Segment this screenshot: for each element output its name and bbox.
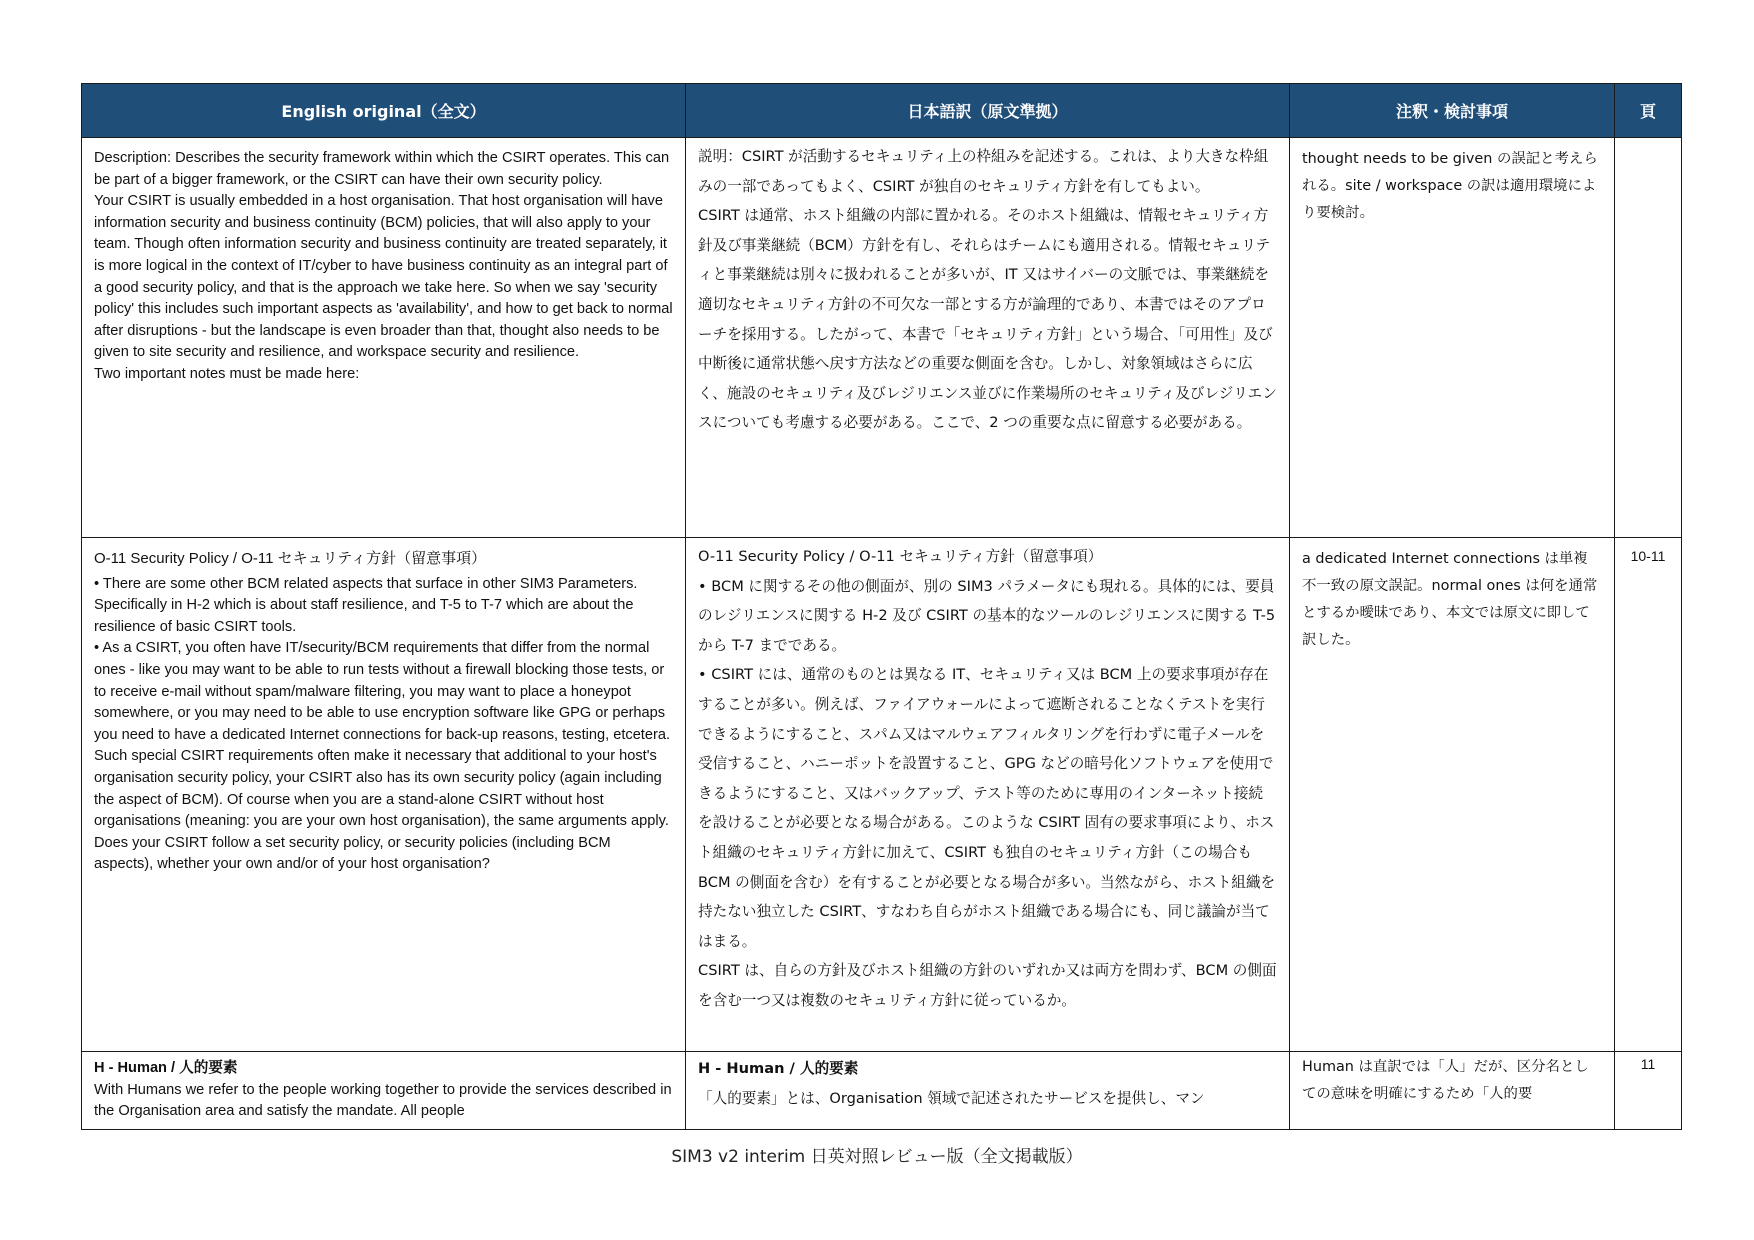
table-header-row — [82, 84, 1682, 138]
paragraph: Description: Describes the security framework within which the CSIRT operates. This can be part of a bigger framework, or the CSIRT can have their own security policy. — [94, 150, 670, 188]
paragraph: With Humans we refer to the people working together to provide the services described in the Organisation area and satisfy the mandate. All people — [94, 1081, 672, 1120]
cell-notes — [1290, 138, 1615, 538]
cell-english — [82, 138, 686, 538]
page-footer: SIM3 v2 interim 日英対照レビュー版（全文掲載版） — [671, 1147, 1083, 1167]
cell-japanese — [686, 1052, 1290, 1130]
row-heading: H - Human / 人的要素 — [698, 1060, 859, 1077]
header-japanese: 日本語訳（原文準拠） — [686, 84, 1290, 138]
paragraph: 「人的要素」とは、Organisation 領域で記述されたサービスを提供し、マン — [698, 1089, 1205, 1107]
paragraph: 説明：CSIRT が活動するセキュリティ上の枠組みを記述する。これは、より大きな枠組みの一部であってもよく、CSIRT が独自のセキュリティ方針を有してもよい。 — [698, 148, 1269, 195]
paragraph: CSIRT は、自らの方針及びホスト組織の方針のいずれか又は両方を問わず、BCM の側面を含む一つ又は複数のセキュリティ方針に従っているか。 — [698, 962, 1277, 1009]
paragraph: Your CSIRT is usually embedded in a host organisation. That host organisation will have information security and business continuity (BCM) policies, that will also apply to your team. Though often information security and business continuity are treated separately, it is more logical in the context of IT/cyber to have business continuity as an integral part of a good security policy, and that is the approach we take here. So when we say 'security policy' this includes such important aspects as 'availability', and how to get back to normal after disruptions - but the landscape is even broader than that, thought also needs to be given to site security and resilience, and workspace security and resilience. — [94, 193, 673, 361]
cell-english — [82, 1052, 686, 1130]
header-page: 頁 — [1615, 84, 1682, 138]
table-row — [82, 138, 1682, 538]
cell-notes — [1290, 538, 1615, 1052]
paragraph: • BCM に関するその他の側面が、別の SIM3 パラメータにも現れる。具体的には、要員のレジリエンスに関する H-2 及び CSIRT の基本的なツールのレジリエンスに関する T-5 から T-7 までである。 — [698, 577, 1276, 654]
cell-page: 10-11 — [1615, 538, 1682, 1052]
paragraph: • As a CSIRT, you often have IT/security/BCM requirements that differ from the normal ones - like you may want to be able to run tests without a firewall blocking those tests, or to receive e-mail without spam/malware filtering, you may want to place a honeypot somewhere, or you may need to be able to use encryption software like GPG or perhaps you need to have a dedicated Internet connections for back-up reasons, testing, etcetera. Such special CSIRT requirements often make it necessary that additional to your host's organisation security policy, your CSIRT also has its own security policy (again including the aspect of BCM). Of course when you are a stand-alone CSIRT without host organisations (meaning: you are your own host organisation), the same arguments apply. — [94, 640, 671, 830]
paragraph: Does your CSIRT follow a set security policy, or security policies (including BCM aspects), whether your own and/or of your host organisation? — [94, 834, 611, 873]
cell-notes — [1290, 1052, 1615, 1130]
table-row — [82, 1052, 1682, 1130]
header-english: English original（全文） — [82, 84, 686, 138]
paragraph: Human は直訳では「人」だが、区分名としての意味を明確にするため「人的要 — [1302, 1059, 1589, 1102]
row-heading: O-11 Security Policy / O-11 セキュリティ方針（留意事項） — [698, 548, 1103, 565]
cell-japanese — [686, 138, 1290, 538]
paragraph: • CSIRT には、通常のものとは異なる IT、セキュリティ又は BCM 上の要求事項が存在することが多い。例えば、ファイアウォールによって遮断されることなくテストを実行できるようにすること、スパム又はマルウェアフィルタリングを行わずに電子メールを受信すること、ハニーポットを設置すること、GPG などの暗号化ソフトウェアを使用できるようにすること、又はバックアップ、テスト等のために専用のインターネット接続を設けることが必要となる場合がある。このような CSIRT 固有の要求事項により、ホスト組織のセキュリティ方針に加えて、CSIRT も独自のセキュリティ方針（この場合も BCM の側面を含む）を有することが必要となる場合が多い。当然ながら、ホスト組織を持たない独立した CSIRT、すなわち自らがホスト組織である場合にも、同じ議論が当てはまる。 — [698, 666, 1276, 950]
paragraph: • There are some other BCM related aspects that surface in other SIM3 Parameters. Specifically in H-2 which is about staff resilience, and T-5 to T-7 which are about the resilience of basic CSIRT tools. — [94, 575, 638, 635]
header-notes: 注釈・検討事項 — [1290, 84, 1615, 138]
row-heading: O-11 Security Policy / O-11 セキュリティ方針（留意事項） — [94, 550, 487, 567]
row-heading: H - Human / 人的要素 — [94, 1060, 238, 1076]
table-row — [82, 538, 1682, 1052]
cell-page: 11 — [1615, 1052, 1682, 1130]
paragraph: thought needs to be given の誤記と考えられる。site / workspace の訳は適用環境により要検討。 — [1302, 151, 1598, 221]
paragraph: Two important notes must be made here: — [94, 365, 360, 382]
cell-english — [82, 538, 686, 1052]
cell-page — [1615, 138, 1682, 538]
paragraph: CSIRT は通常、ホスト組織の内部に置かれる。そのホスト組織は、情報セキュリティ方針及び事業継続（BCM）方針を有し、それらはチームにも適用される。情報セキュリティと事業継続は別々に扱われることが多いが、IT 又はサイバーの文脈では、事業継続を適切なセキュリティ方針の不可欠な一部とする方が論理的であり、本書ではそのアプローチを採用する。したがって、本書で「セキュリティ方針」という場合、「可用性」及び中断後に通常状態へ戻す方法などの重要な側面を含む。しかし、対象領域はさらに広く、施設のセキュリティ及びレジリエンス並びに作業場所のセキュリティ及びレジリエンスについても考慮する必要がある。ここで、2 つの重要な点に留意する必要がある。 — [698, 207, 1277, 432]
paragraph: a dedicated Internet connections は単複不一致の原文誤記。normal ones は何を通常とするか曖昧であり、本文では原文に即して訳した。 — [1302, 551, 1598, 648]
document-page — [81, 83, 1681, 1130]
cell-japanese — [686, 538, 1290, 1052]
bilingual-review-table — [81, 83, 1682, 1130]
